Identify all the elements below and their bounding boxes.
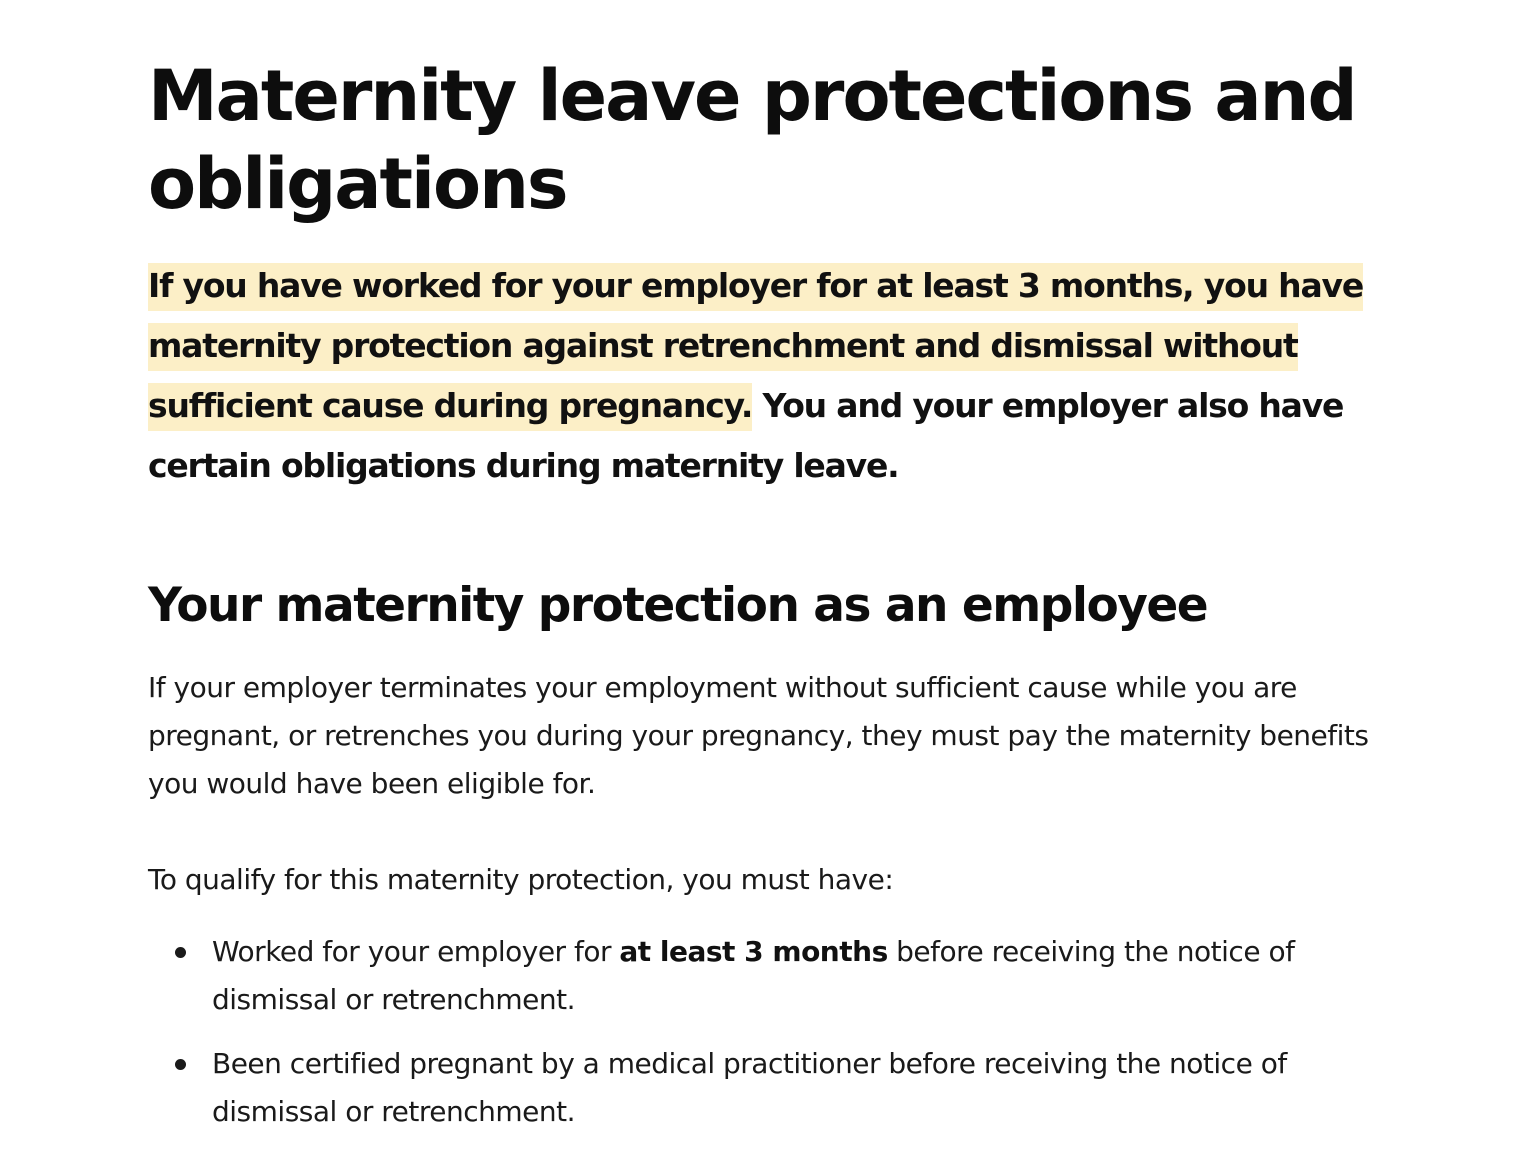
section-paragraph-termination: If your employer terminates your employment without sufficient cause while you are pregnant, or retrenches you during your pregnancy, they must pay the maternity benefits you would have been eligible for. — [148, 671, 1369, 800]
list-item-text-before: Worked for your employer for — [212, 935, 620, 968]
list-item-bold-text: at least 3 months — [619, 935, 888, 968]
list-item-text-after: before receiving the notice of dismissal or retrenchment. — [212, 935, 1295, 1016]
lead-highlighted-text: If you have worked for your employer for at least 3 months, you have maternity protection against retrenchment and dismissal without sufficient cause during pregnancy. — [148, 263, 1363, 431]
page-title: Maternity leave protections and obligations — [148, 55, 1356, 225]
qualification-list — [148, 928, 1418, 1136]
lead-rest-text: You and your employer also have certain obligations during maternity leave. — [148, 386, 1344, 485]
article-content — [148, 52, 1418, 1152]
lead-paragraph — [148, 256, 1418, 496]
bullet-icon — [175, 1059, 186, 1070]
list-item — [212, 928, 1418, 1024]
section-paragraph-qualify: To qualify for this maternity protection, you must have: — [148, 863, 894, 896]
list-item — [212, 1040, 1418, 1136]
bullet-icon — [175, 947, 186, 958]
section-heading: Your maternity protection as an employee — [148, 578, 1208, 633]
list-item-text: Been certified pregnant by a medical practitioner before receiving the notice of dismissal or retrenchment. — [212, 1047, 1287, 1128]
